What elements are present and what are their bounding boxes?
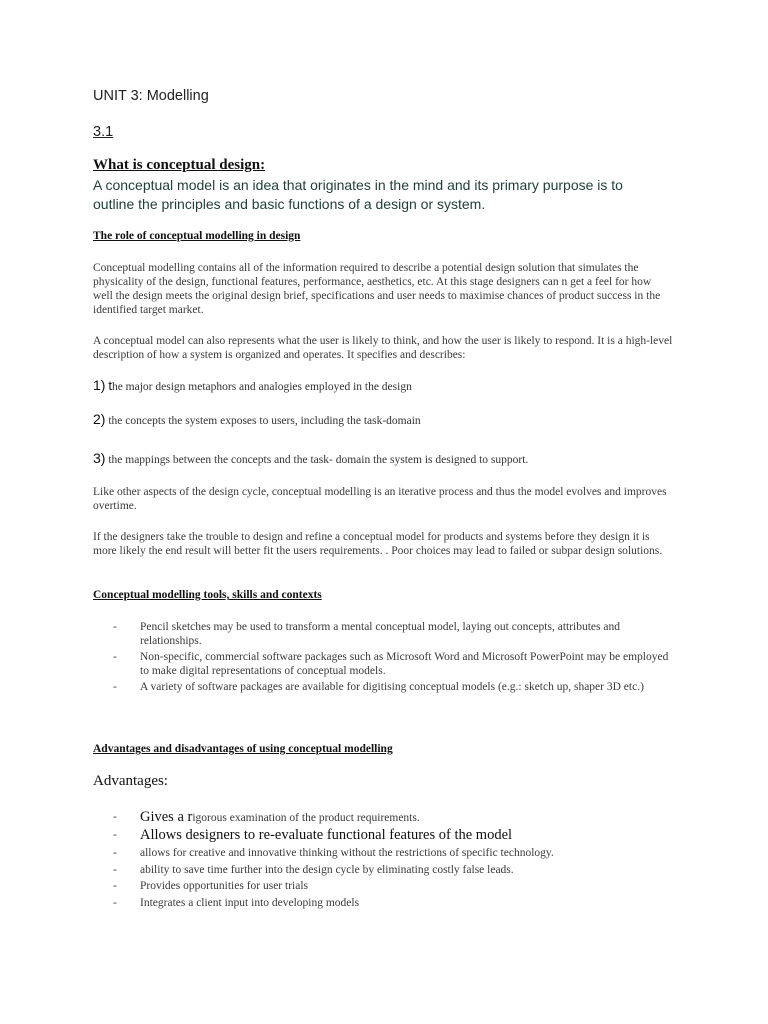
unit-title: UNIT 3: Modelling bbox=[93, 88, 209, 104]
tools-heading: Conceptual modelling tools, skills and contexts bbox=[93, 589, 322, 601]
numbered-item-3 bbox=[93, 450, 528, 466]
list-item: - allows for creative and innovative thinking without the restrictions of specific technology. bbox=[113, 847, 554, 859]
role-paragraph-1: Conceptual modelling contains all of the information required to describe a potential design solution that simulates the physicality of the design, functional features, performance, aesthetics, etc. At this stage designers can n get a feel for how well the design meets the original design brief, specifications and user needs to maximise chances of product success in the identified target market. bbox=[93, 262, 661, 316]
iterative-paragraph: Like other aspects of the design cycle, conceptual modelling is an iterative process and thus the model evolves and improves overtime. bbox=[93, 486, 667, 512]
item-text: the concepts the system exposes to users, including the task-domain bbox=[108, 415, 421, 427]
number-label: 2) bbox=[93, 411, 106, 427]
role-heading: The role of conceptual modelling in design bbox=[93, 230, 301, 242]
page-heading: What is conceptual design: bbox=[93, 157, 266, 173]
section-number: 3.1 bbox=[93, 124, 114, 140]
item-text: he major design metaphors and analogies employed in the design bbox=[111, 381, 412, 393]
intro-paragraph: A conceptual model is an idea that originates in the mind and its primary purpose is to outline the principles and basic functions of a design or system. bbox=[93, 177, 623, 212]
list-item: - Pencil sketches may be used to transform a mental conceptual model, laying out concepts, attributes and relationships. bbox=[113, 621, 620, 647]
list-item: - ability to save time further into the design cycle by eliminating costly false leads. bbox=[113, 863, 514, 876]
first-letter: t bbox=[108, 378, 112, 393]
role-paragraph-2: A conceptual model can also represents what the user is likely to think, and how the user is likely to respond. It is a high-level description of how a system is organized and operates. It specifies and describes: bbox=[93, 335, 673, 361]
advantages-list bbox=[113, 809, 673, 911]
advantages-label: Advantages: bbox=[93, 773, 168, 789]
list-item: - Provides opportunities for user trials bbox=[113, 880, 309, 892]
numbered-item-2 bbox=[93, 411, 421, 427]
list-item: - Gives a rigorous examination of the product requirements. bbox=[113, 809, 420, 825]
number-label: 1) bbox=[93, 377, 106, 393]
list-item: - A variety of software packages are available for digitising conceptual models (e.g.: sketch up, shaper 3D etc.) bbox=[113, 681, 644, 693]
numbered-item-1 bbox=[93, 377, 412, 393]
tools-list bbox=[113, 620, 673, 694]
list-item: - Integrates a client input into developing models bbox=[113, 896, 360, 909]
number-label: 3) bbox=[93, 450, 106, 466]
refine-paragraph: If the designers take the trouble to design and refine a conceptual model for products and systems before they design it is more likely the end result will better fit the users requirements. . Poor choices may lead to failed or subpar design solutions. bbox=[93, 531, 663, 557]
list-item: - Allows designers to re-evaluate functional features of the model bbox=[113, 827, 513, 843]
advantages-heading: Advantages and disadvantages of using conceptual modelling bbox=[93, 743, 393, 755]
list-item: - Non-specific, commercial software packages such as Microsoft Word and Microsoft PowerPoint may be employed to make digital representations of conceptual models. bbox=[113, 651, 669, 677]
item-text: the mappings between the concepts and the task- domain the system is designed to support. bbox=[108, 454, 529, 466]
